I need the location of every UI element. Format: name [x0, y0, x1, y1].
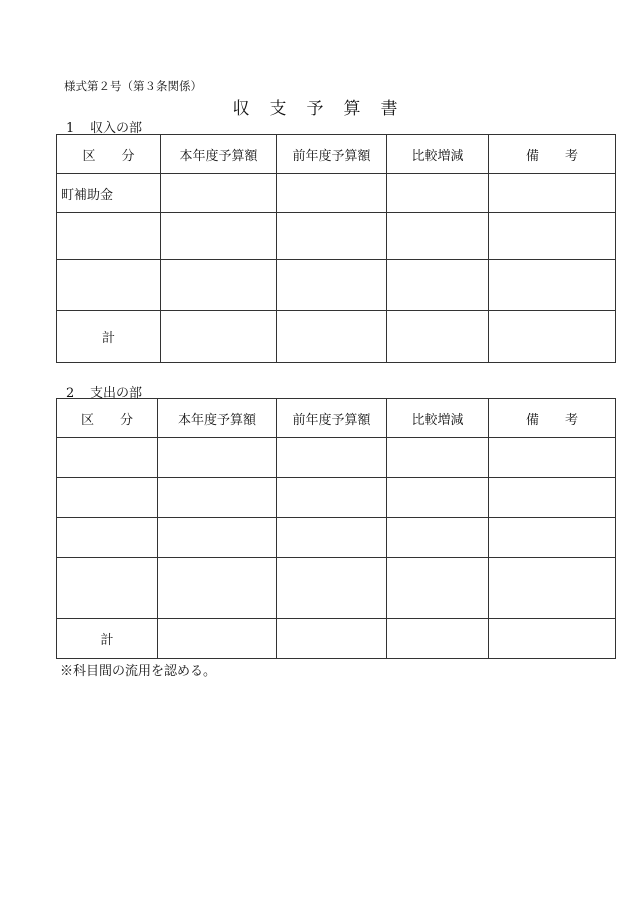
table-cell	[489, 438, 616, 478]
col-header-previous-budget: 前年度予算額	[277, 399, 387, 438]
income-table	[56, 134, 616, 363]
income-total-row	[57, 311, 616, 363]
title-char: 支	[269, 99, 287, 119]
total-label: 計	[57, 619, 158, 659]
table-row	[57, 438, 616, 478]
col-header-previous-budget: 前年度予算額	[277, 135, 387, 174]
table-cell	[161, 174, 277, 213]
col-header-category: 区 分	[57, 399, 158, 438]
expense-section-number: 2	[66, 386, 75, 401]
table-cell	[387, 478, 489, 518]
table-cell	[277, 213, 387, 260]
expense-table	[56, 398, 616, 659]
col-header-current-budget: 本年度予算額	[161, 135, 277, 174]
table-cell	[57, 213, 161, 260]
table-cell	[277, 518, 387, 558]
table-cell	[387, 518, 489, 558]
table-cell	[489, 619, 616, 659]
table-row	[57, 174, 616, 213]
col-header-difference: 比較増減	[387, 135, 489, 174]
table-cell	[57, 518, 158, 558]
table-row	[57, 558, 616, 619]
table-cell	[277, 558, 387, 619]
table-cell	[489, 518, 616, 558]
income-section-title: 収入の部	[90, 121, 143, 136]
table-cell	[489, 558, 616, 619]
table-cell	[489, 260, 616, 311]
table-cell	[489, 174, 616, 213]
expense-total-row	[57, 619, 616, 659]
table-cell	[387, 619, 489, 659]
table-cell	[57, 438, 158, 478]
table-cell	[277, 438, 387, 478]
table-cell	[158, 518, 277, 558]
table-cell	[387, 438, 489, 478]
table-row	[57, 478, 616, 518]
title-char: 予	[306, 99, 324, 119]
expense-header-row	[57, 399, 616, 438]
table-cell	[57, 478, 158, 518]
table-cell	[161, 260, 277, 311]
table-cell	[277, 260, 387, 311]
table-cell	[57, 260, 161, 311]
table-cell	[277, 311, 387, 363]
col-header-category: 区 分	[57, 135, 161, 174]
table-cell	[387, 260, 489, 311]
table-cell	[161, 213, 277, 260]
table-cell	[158, 558, 277, 619]
table-cell	[489, 478, 616, 518]
title-char: 書	[380, 99, 398, 119]
income-section-number: 1	[66, 121, 75, 136]
title-char: 収	[232, 99, 250, 119]
table-cell	[57, 558, 158, 619]
table-cell	[158, 619, 277, 659]
table-cell	[387, 311, 489, 363]
table-row	[57, 518, 616, 558]
col-header-remarks: 備 考	[489, 399, 616, 438]
table-cell	[161, 311, 277, 363]
table-cell	[158, 478, 277, 518]
transfer-note: ※科目間の流用を認める。	[60, 664, 217, 679]
col-header-difference: 比較増減	[387, 399, 489, 438]
table-row	[57, 213, 616, 260]
table-cell	[489, 311, 616, 363]
table-cell	[387, 213, 489, 260]
title-char: 算	[343, 99, 361, 119]
table-cell	[277, 174, 387, 213]
table-cell	[277, 478, 387, 518]
table-cell	[387, 174, 489, 213]
income-header-row	[57, 135, 616, 174]
total-label: 計	[57, 311, 161, 363]
document-title	[0, 94, 630, 119]
table-cell: 町補助金	[57, 174, 161, 213]
table-cell	[489, 213, 616, 260]
table-cell	[387, 558, 489, 619]
table-cell	[158, 438, 277, 478]
table-row	[57, 260, 616, 311]
expense-section-title: 支出の部	[90, 386, 143, 401]
col-header-remarks: 備 考	[489, 135, 616, 174]
col-header-current-budget: 本年度予算額	[158, 399, 277, 438]
form-number: 様式第２号（第３条関係）	[64, 79, 202, 93]
table-cell	[277, 619, 387, 659]
